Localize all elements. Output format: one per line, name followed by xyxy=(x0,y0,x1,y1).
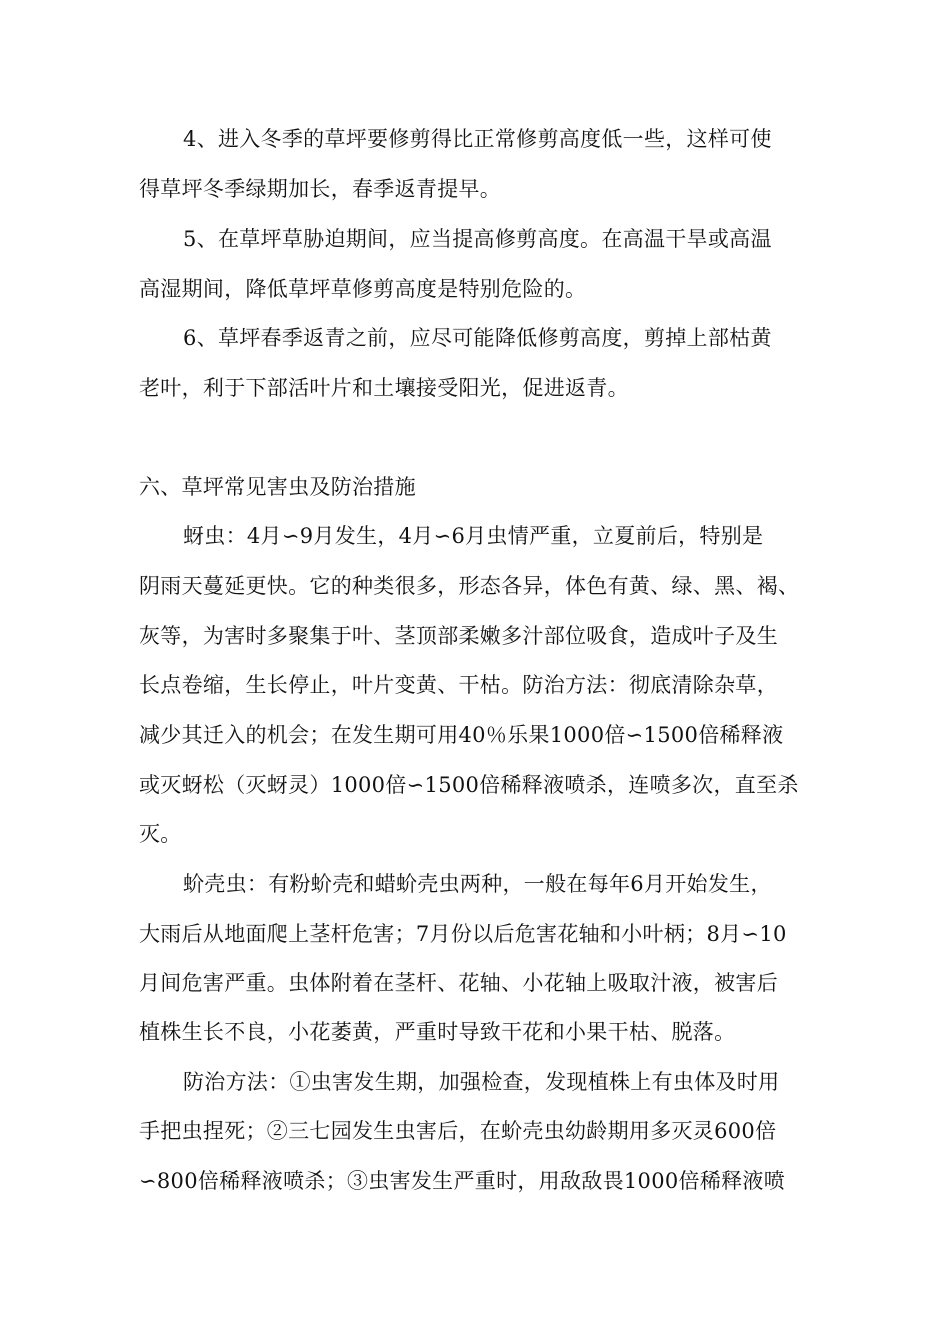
aphid-line-7: 灭。 xyxy=(139,822,182,846)
paragraph-6-line-1: 6、草坪春季返青之前，应尽可能降低修剪高度，剪掉上部枯黄 xyxy=(183,326,772,350)
paragraph-4-line-2: 得草坪冬季绿期加长，春季返青提早。 xyxy=(139,177,502,201)
aphid-line-3: 灰等，为害时多聚集于叶、茎顶部柔嫩多汁部位吸食，造成叶子及生 xyxy=(139,624,778,648)
paragraph-4-line-1: 4、进入冬季的草坪要修剪得比正常修剪高度低一些，这样可使 xyxy=(183,127,772,151)
aphid-line-6: 或灭蚜松（灭蚜灵）1000倍∽1500倍稀释液喷杀，连喷多次，直至杀 xyxy=(139,773,799,797)
scale-insect-line-1: 蚧壳虫：有粉蚧壳和蜡蚧壳虫两种，一般在每年6月开始发生， xyxy=(183,872,772,896)
aphid-line-5: 减少其迁入的机会；在发生期可用40％乐果1000倍∽1500倍稀释液 xyxy=(139,723,784,747)
aphid-line-4: 长点卷缩，生长停止，叶片变黄、干枯。防治方法：彻底清除杂草， xyxy=(139,673,778,697)
scale-insect-line-3: 月间危害严重。虫体附着在茎杆、花轴、小花轴上吸取汁液，被害后 xyxy=(139,971,778,995)
section-heading: 六、草坪常见害虫及防治措施 xyxy=(139,475,416,499)
aphid-line-1: 蚜虫：4月∽9月发生，4月∽6月虫情严重，立夏前后，特别是 xyxy=(183,524,764,548)
control-line-2: 手把虫捏死；②三七园发生虫害后，在蚧壳虫幼龄期用多灭灵600倍 xyxy=(139,1119,777,1143)
control-line-1: 防治方法：①虫害发生期，加强检查，发现植株上有虫体及时用 xyxy=(183,1070,780,1094)
paragraph-5-line-2: 高湿期间，降低草坪草修剪高度是特别危险的。 xyxy=(139,277,587,301)
control-line-3: ∽800倍稀释液喷杀；③虫害发生严重时，用敌敌畏1000倍稀释液喷 xyxy=(139,1169,786,1193)
aphid-line-2: 阴雨天蔓延更快。它的种类很多，形态各异，体色有黄、绿、黑、褐、 xyxy=(139,574,800,598)
paragraph-5-line-1: 5、在草坪草胁迫期间，应当提高修剪高度。在高温干旱或高温 xyxy=(183,227,772,251)
scale-insect-line-4: 植株生长不良，小花萎黄，严重时导致干花和小果干枯、脱落。 xyxy=(139,1020,736,1044)
paragraph-6-line-2: 老叶，利于下部活叶片和土壤接受阳光，促进返青。 xyxy=(139,376,629,400)
scale-insect-line-2: 大雨后从地面爬上茎杆危害；7月份以后危害花轴和小叶柄；8月∽10 xyxy=(139,922,787,946)
